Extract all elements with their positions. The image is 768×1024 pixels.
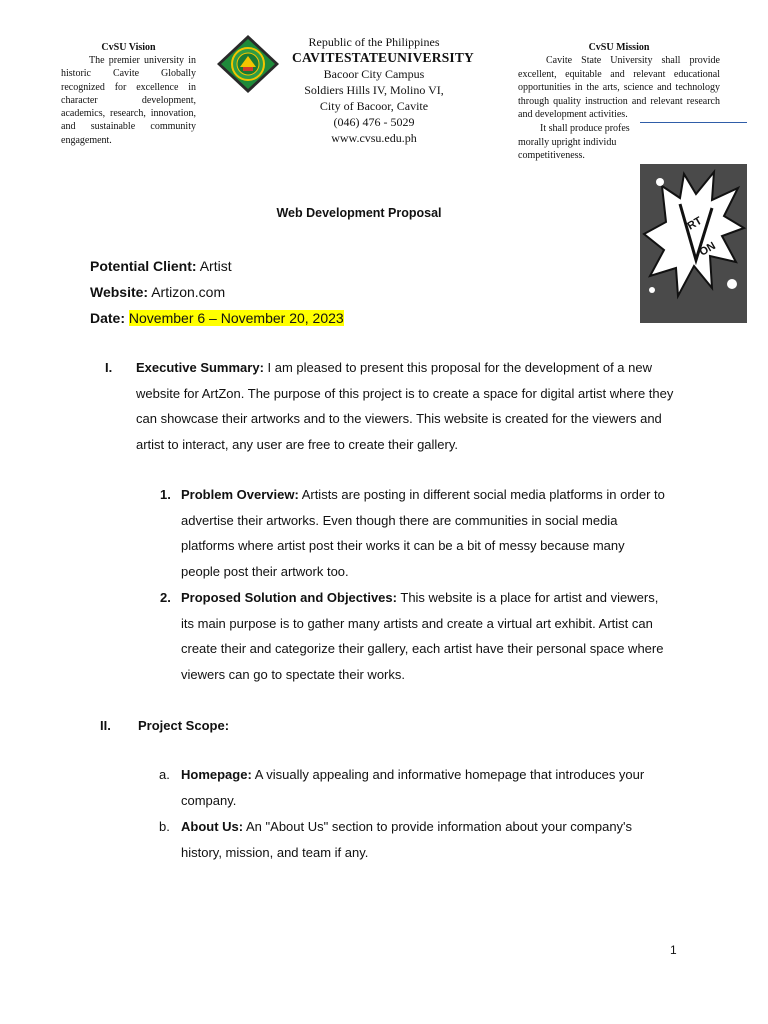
problem-overview-text: Artists are posting in different social media platforms in order to advertise their artworks. Even though there are communities in social media platforms where artist post their works it can be a bit of messy because many people post their artwork too. — [181, 487, 665, 579]
cvsu-vision-block — [61, 41, 196, 147]
item-1-number: 1. — [160, 487, 171, 502]
website-value: Artizon.com — [151, 284, 226, 300]
section-1-number: I. — [105, 360, 113, 375]
executive-summary-text: I am pleased to present this proposal for the development of a new website for ArtZon. The purpose of this project is to create a space for digital artist where they can showcase their artworks and to the viewers. This website is created for the viewers and artist to interact, any user are free to create their gallery. — [136, 360, 674, 452]
mission-title: CvSU Mission — [588, 42, 650, 53]
university-seal-icon — [216, 34, 280, 94]
artzon-logo-image — [640, 122, 747, 323]
item-a-number: a. — [159, 767, 170, 782]
website-field — [90, 283, 225, 301]
artzon-splash-icon — [640, 164, 747, 323]
republic-line: Republic of the Philippines — [308, 35, 440, 49]
mission-text-4: competitiveness. — [518, 150, 585, 162]
address-line: Soldiers Hills IV, Molino VI, — [304, 83, 444, 97]
university-header — [292, 34, 475, 146]
page-number: 1 — [670, 943, 677, 957]
university-name: CAVITESTATEUNIVERSITY — [292, 50, 475, 65]
homepage-text: A visually appealing and informative homepage that introduces your company. — [181, 767, 645, 808]
proposed-solution — [181, 585, 666, 687]
homepage-label: Homepage: — [181, 767, 252, 782]
phone-line: (046) 476 - 5029 — [333, 115, 415, 129]
vision-title: CvSU Vision — [101, 42, 156, 53]
about-us-label: About Us: — [181, 819, 244, 834]
problem-overview-label: Problem Overview: — [181, 487, 299, 502]
about-us-text: An "About Us" section to provide information about your company's history, mission, and team if any. — [181, 819, 633, 860]
client-value: Artist — [199, 258, 232, 274]
vision-text: The premier university in historic Cavite Globally recognized for excellence in character development, academics, research, innovation, and sustainable community engagement. — [61, 55, 196, 146]
executive-summary — [136, 355, 676, 457]
section-2-number: II. — [100, 718, 111, 733]
homepage-item — [181, 762, 681, 813]
document-title: Web Development Proposal — [276, 206, 442, 220]
logo-text-bottom: ON — [697, 239, 718, 259]
mission-text-2: It shall produce profes — [540, 122, 630, 134]
proposed-solution-label: Proposed Solution and Objectives: — [181, 590, 397, 605]
city-line: City of Bacoor, Cavite — [319, 99, 429, 113]
website-label: Website: — [90, 284, 149, 300]
item-b-number: b. — [159, 819, 170, 834]
client-field — [90, 257, 232, 275]
date-value: November 6 – November 20, 2023 — [128, 310, 344, 326]
proposed-solution-text: This website is a place for artist and viewers, its main purpose is to gather many artists and create a virtual art exhibit. Artist can create their and categorize their gallery, each artist have their personal space where viewers can go to spectate their works. — [181, 590, 664, 682]
campus-line: Bacoor City Campus — [323, 67, 425, 81]
client-label: Potential Client: — [90, 258, 197, 274]
date-label: Date: — [90, 310, 126, 326]
date-field — [90, 309, 344, 327]
about-us-item — [181, 814, 671, 865]
project-scope-heading: Project Scope: — [138, 718, 230, 733]
executive-summary-label: Executive Summary: — [136, 360, 264, 375]
mission-text-1: Cavite State University shall provide excellent, equitable and relevant educational opportunities in the arts, science and technology through quality instruction and relevant research and development activities. — [518, 55, 720, 121]
mission-text-3: morally upright individu — [518, 136, 617, 148]
logo-text-top: RT — [685, 214, 705, 233]
problem-overview — [181, 482, 666, 584]
item-2-number: 2. — [160, 590, 171, 605]
website-line: www.cvsu.edu.ph — [331, 131, 417, 145]
